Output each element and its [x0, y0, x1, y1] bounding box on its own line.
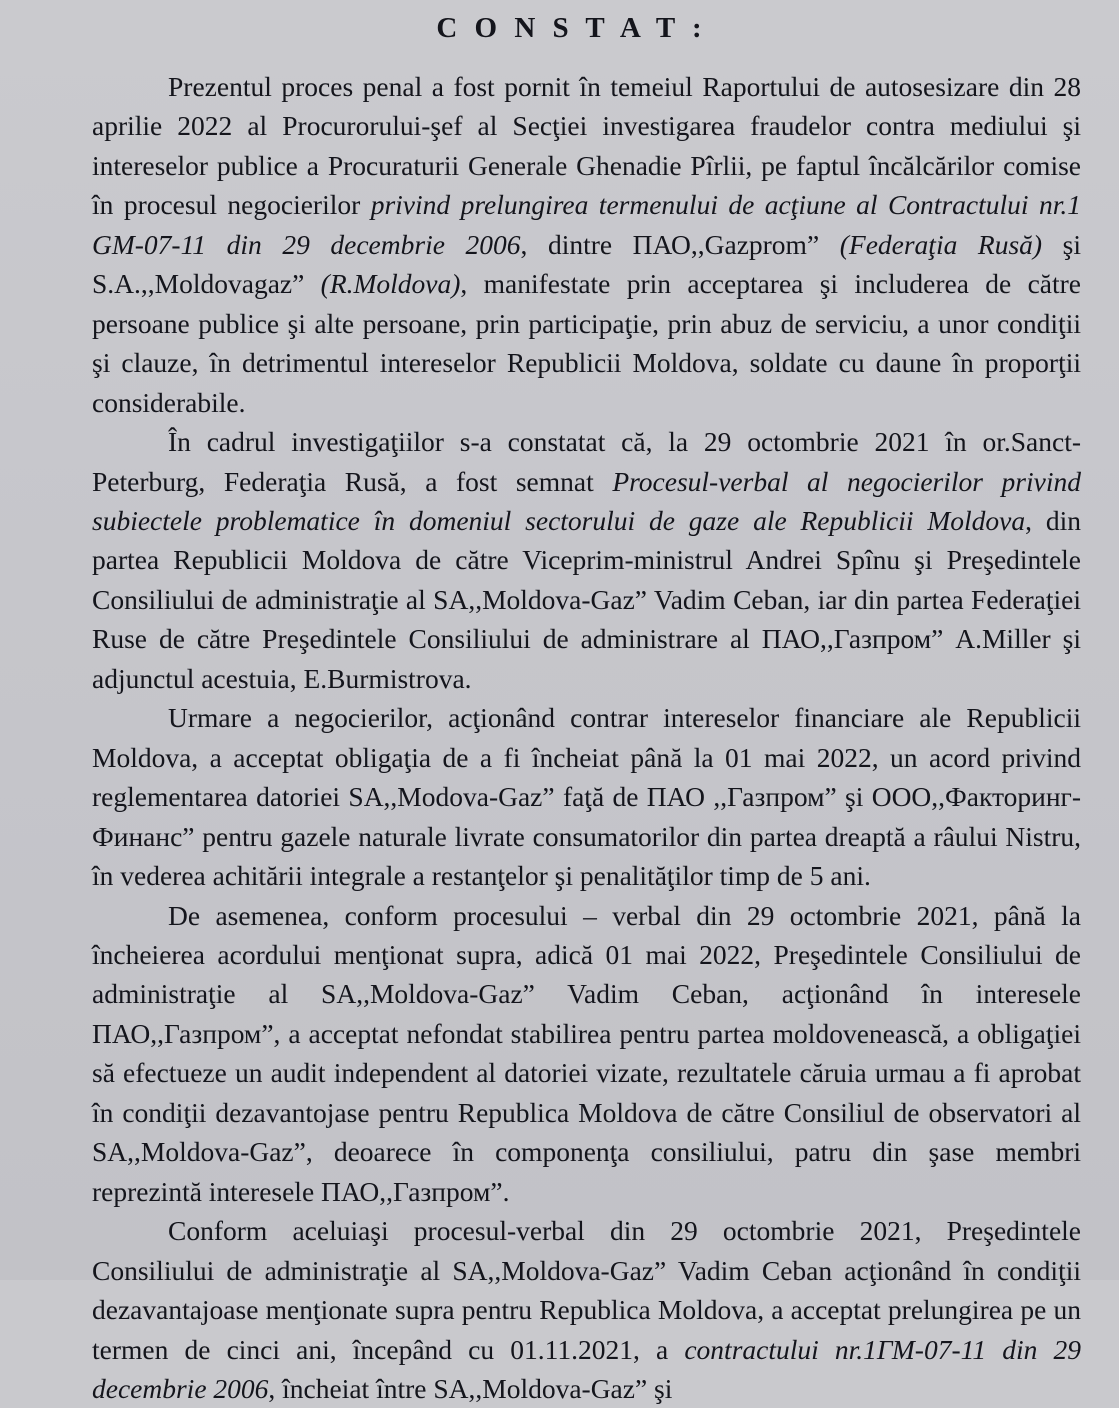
paragraph-4	[92, 896, 1081, 1212]
text-run: (R.Moldova)	[320, 268, 461, 300]
page-title: C O N S T A T :	[436, 12, 707, 44]
paragraph-5	[92, 1211, 1081, 1408]
text-run: , încheiat între SA,,Moldova-Gaz” şi	[268, 1372, 673, 1404]
paragraph-2	[92, 422, 1081, 698]
text-run: , din partea Republicii Moldova de către Viceprim-ministrul Andrei Spînu şi Preşedintele Consiliului de administraţie al SA,,Moldova-Gaz” Vadim Ceban, iar din partea Federaţiei Ruse de către Preşedintele Consiliului de administrare al ПАО,,Газпром” A.Miller şi adjunctul acestuia, E.Burmistrova.	[92, 504, 1082, 694]
text-run: Prezentul proces penal a fost pornit în temeiul Raportului de autosesizare din 28 aprilie 2022 al Procurorului-şef al Secţiei investigarea fraudelor contra mediului şi intereselor publice a Procuraturii Generale Ghenadie Pîrlii, pe faptul încălcărilor comise în procesul negocierilor	[92, 71, 1081, 221]
text-run: contractului nr.1ГМ-07-11 din 29 decembrie 2006	[92, 1333, 1081, 1404]
text-run: De asemenea, conform procesului – verbal din 29 octombrie 2021, până la încheierea acordului menţionat supra, adică 01 mai 2022, Preşedintele Consiliului de administraţie al SA,,Moldova-Gaz” Vadim Ceban, acţionând în interesele ПАО,,Газпром”, a acceptat nefondat stabilirea pentru partea moldovenească, a obligaţiei să efectueze un audit independent al datoriei vizate, rezultatele căruia urmau a fi aprobat în condiţii dezavantojase pentru Republica Moldova de către Consiliul de observatori al SA,,Moldova-Gaz”, deoarece în componenţa consiliului, patru din şase membri reprezintă interesele ПАО,,Газпром”.	[92, 899, 1081, 1207]
text-run: privind prelungirea termenului de acţiune al Contractului nr.1 GM-07-11 din 29 decembrie 2006	[92, 189, 1081, 260]
paragraph-1	[92, 67, 1081, 422]
text-run: , dintre ПАО,,Gazprom”	[520, 228, 840, 260]
paragraph-3	[92, 698, 1081, 895]
text-run: În cadrul investigaţiilor s-a constatat că, la 29 octombrie 2021 în or.Sanct-Peterburg, Federaţia Rusă, a fost semnat	[92, 426, 1081, 497]
text-run: (Federaţia Rusă)	[839, 228, 1043, 260]
document-body	[92, 67, 1081, 1408]
text-run: şi S.A.,,Moldovagaz”	[92, 228, 1081, 300]
text-run: Conform aceluiaşi procesul-verbal din 29 octombrie 2021, Preşedintele Consiliului de administraţie al SA,,Moldova-Gaz” Vadim Ceban acţionând în condiţii dezavantajoase menţionate supra pentru Republica Moldova, a acceptat prelungirea pe un termen de cinci ani, începând cu 01.11.2021, a	[92, 1215, 1081, 1365]
text-run: Urmare a negocierilor, acţionând contrar intereselor financiare ale Republicii Moldova, a acceptat obligaţia de a fi încheiat până la 01 mai 2022, un acord privind reglementarea datoriei SA,,Modova-Gaz” faţă de ПАО ,,Газпром” şi ООО,,Факторинг-Финанс” pentru gazele naturale livrate consumatorilor din partea dreaptă a râului Nistru, în vederea achitării integrale a restanţelor şi penalităţilor timp de 5 ani.	[92, 702, 1081, 892]
text-run: Procesul-verbal al negocierilor privind subiectele problematice în domeniul sectorului de gaze ale Republicii Moldova	[92, 465, 1081, 536]
text-run: , manifestate prin acceptarea şi includerea de către persoane publice şi alte persoane, prin participaţie, prin abuz de serviciu, a unor condiţii şi clauze, în detrimentul intereselor Republicii Moldova, soldate cu daune în proporţii considerabile.	[92, 268, 1081, 418]
